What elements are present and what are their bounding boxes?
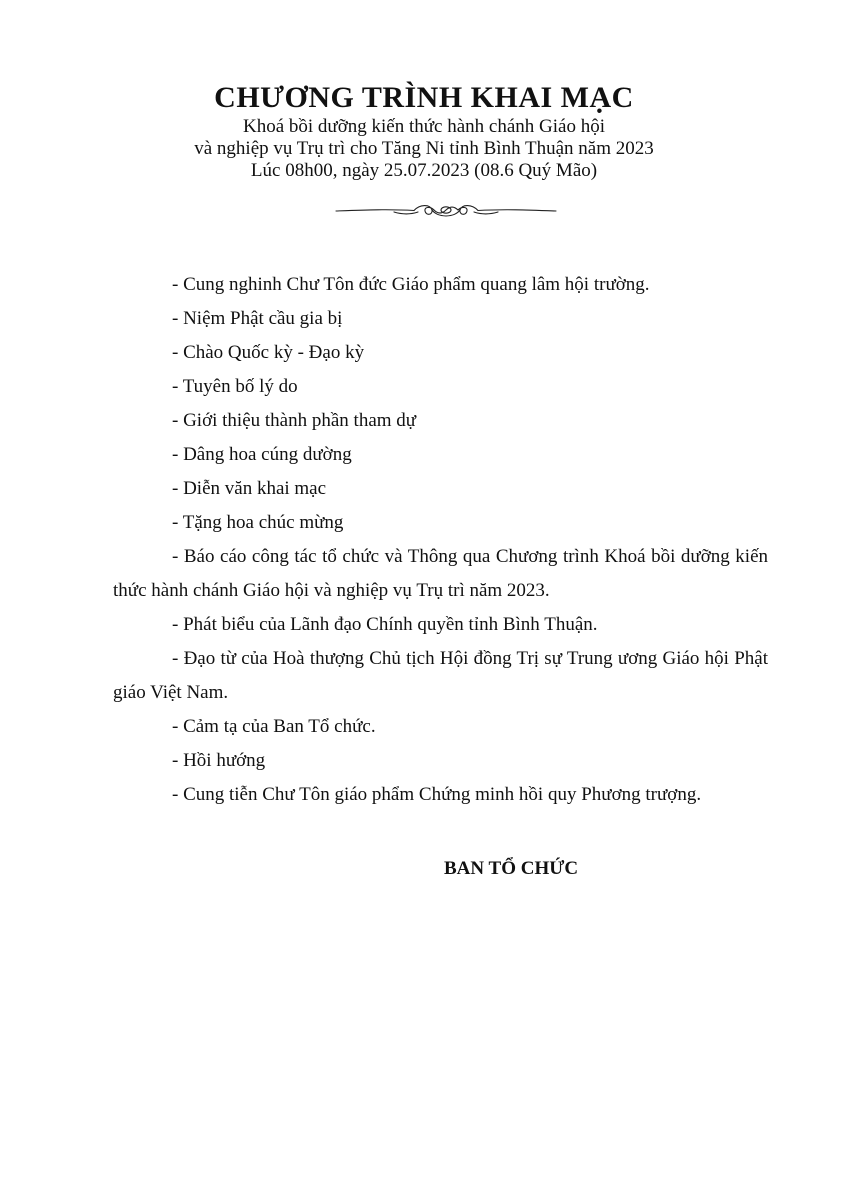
organizer-signature: BAN TỔ CHỨC: [444, 858, 579, 879]
agenda-item: - Giới thiệu thành phần tham dự: [172, 410, 417, 431]
agenda-item: - Hồi hướng: [172, 750, 266, 771]
agenda-item: - Niệm Phật cầu gia bị: [172, 308, 343, 329]
course-name-line-1: Khoá bồi dưỡng kiến thức hành chánh Giáo hội: [242, 116, 605, 137]
event-time-line: Lúc 08h00, ngày 25.07.2023 (08.6 Quý Mão): [250, 160, 598, 181]
flourish-divider-icon: [334, 198, 558, 224]
agenda-item: - Phát biểu của Lãnh đạo Chính quyền tỉnh Bình Thuận.: [172, 614, 598, 635]
document-header: [0, 80, 848, 182]
agenda-item: - Báo cáo công tác tổ chức và Thông qua Chương trình Khoá bồi dưỡng kiến thức hành chánh Giáo hội và nghiệp vụ Trụ trì năm 2023.: [113, 546, 768, 601]
agenda-item: - Đạo từ của Hoà thượng Chủ tịch Hội đồng Trị sự Trung ương Giáo hội Phật giáo Việt Nam.: [113, 648, 768, 703]
agenda-item: - Diễn văn khai mạc: [172, 478, 327, 499]
agenda-item: - Chào Quốc kỳ - Đạo kỳ: [172, 342, 365, 363]
agenda-item: - Cảm tạ của Ban Tổ chức.: [172, 716, 376, 737]
course-name-line-2: và nghiệp vụ Trụ trì cho Tăng Ni tỉnh Bình Thuận năm 2023: [194, 138, 654, 159]
agenda-item: - Dâng hoa cúng dường: [172, 444, 352, 465]
agenda-list: [113, 268, 768, 812]
agenda-item: - Cung tiễn Chư Tôn giáo phẩm Chứng minh hồi quy Phương trượng.: [172, 784, 702, 805]
page-title: CHƯƠNG TRÌNH KHAI MẠC: [214, 81, 634, 114]
agenda-item: - Tuyên bố lý do: [172, 376, 298, 397]
agenda-item: - Cung nghinh Chư Tôn đức Giáo phẩm quang lâm hội trường.: [172, 274, 650, 295]
agenda-item: - Tặng hoa chúc mừng: [172, 512, 344, 533]
